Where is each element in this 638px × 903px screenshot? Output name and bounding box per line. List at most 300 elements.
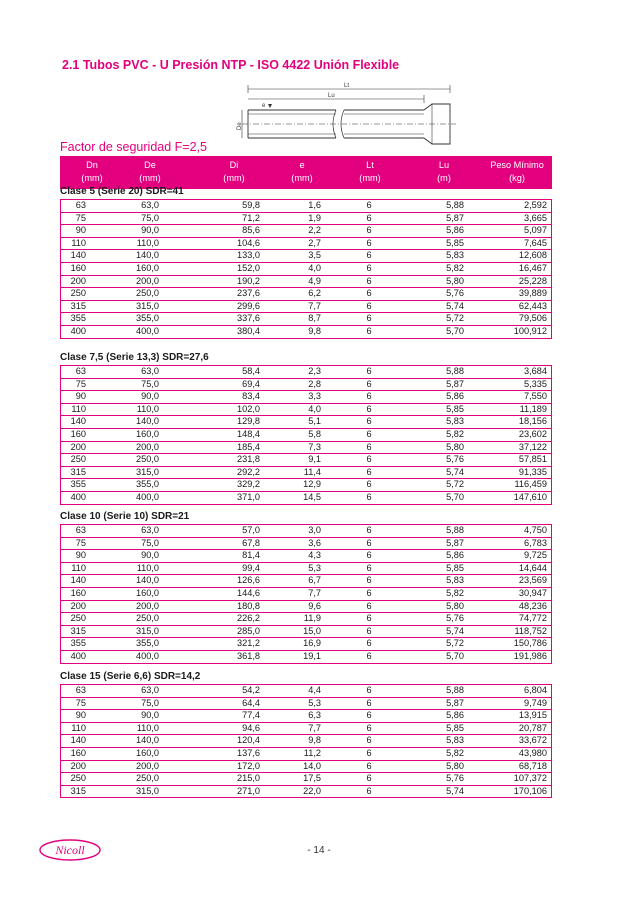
- table-cell: 91,335: [518, 466, 547, 477]
- table-row: [61, 747, 551, 760]
- table-cell: 355: [70, 313, 86, 324]
- table-cell: 140,0: [136, 575, 159, 586]
- table-cell: 5,86: [446, 550, 464, 561]
- table-row: [61, 275, 551, 288]
- table-cell: 200: [70, 441, 86, 452]
- table-row: [61, 200, 551, 212]
- table-cell: 14,644: [518, 562, 547, 573]
- table-cell: 315: [70, 625, 86, 636]
- table-row: [61, 312, 551, 325]
- table-row: [61, 325, 551, 338]
- table-cell: 6: [366, 391, 372, 402]
- table-cell: 329,2: [237, 479, 260, 490]
- table-cell: 5,72: [446, 313, 464, 324]
- table-cell: 6: [366, 313, 372, 324]
- table-cell: 2,2: [308, 225, 321, 236]
- table-cell: 4,9: [308, 275, 321, 286]
- table-cell: 102,0: [237, 403, 260, 414]
- table-cell: 5,80: [446, 600, 464, 611]
- table-row: [61, 760, 551, 773]
- table-row: [61, 709, 551, 722]
- table-cell: 6,2: [308, 288, 321, 299]
- table-cell: 250: [70, 613, 86, 624]
- table-cell: 90: [75, 550, 86, 561]
- table-cell: 6: [366, 638, 372, 649]
- table-cell: 2,592: [524, 200, 547, 210]
- table-cell: 9,725: [524, 550, 547, 561]
- section-3: [60, 510, 552, 664]
- table-cell: 57,851: [518, 454, 547, 465]
- table-cell: 6: [366, 300, 372, 311]
- table-cell: 371,0: [237, 491, 260, 502]
- table-cell: 18,156: [518, 416, 547, 427]
- table-cell: 83,4: [242, 391, 260, 402]
- table-cell: 11,9: [303, 613, 321, 624]
- table-cell: 7,7: [308, 722, 321, 733]
- table-cell: 200,0: [136, 275, 159, 286]
- table-cell: 25,228: [518, 275, 547, 286]
- table-cell: 6: [366, 710, 372, 721]
- table-cell: 315: [70, 785, 86, 796]
- safety-factor: Factor de seguridad F=2,5: [60, 140, 207, 154]
- table-cell: 22,0: [303, 785, 321, 796]
- table-cell: 90,0: [141, 225, 159, 236]
- table-cell: 170,106: [513, 785, 547, 796]
- table-cell: 190,2: [237, 275, 260, 286]
- table-cell: 6: [366, 587, 372, 598]
- table-cell: 271,0: [237, 785, 260, 796]
- table-cell: 140,0: [136, 735, 159, 746]
- table-cell: 9,8: [308, 735, 321, 746]
- table-cell: 200,0: [136, 600, 159, 611]
- table-row: [61, 262, 551, 275]
- table-cell: 110,0: [136, 722, 159, 733]
- table-cell: 172,0: [237, 760, 260, 771]
- table-cell: 160: [70, 262, 86, 273]
- table-cell: 148,4: [237, 428, 260, 439]
- table-cell: 5,85: [446, 562, 464, 573]
- table-cell: 57,0: [242, 525, 260, 535]
- table-cell: 250,0: [136, 613, 159, 624]
- table-cell: 23,602: [518, 428, 547, 439]
- table-cell: 250,0: [136, 288, 159, 299]
- table-cell: 75,0: [141, 537, 159, 548]
- table-cell: 6: [366, 466, 372, 477]
- table-cell: 6: [366, 275, 372, 286]
- table-cell: 5,86: [446, 710, 464, 721]
- table-cell: 355: [70, 479, 86, 490]
- table-cell: 68,718: [518, 760, 547, 771]
- table-cell: 9,749: [524, 697, 547, 708]
- table-cell: 5,88: [446, 685, 464, 695]
- table-cell: 110: [71, 403, 86, 414]
- table-row: [61, 403, 551, 416]
- table-cell: 6: [366, 441, 372, 452]
- table-cell: 6: [366, 575, 372, 586]
- table-cell: 1,6: [308, 200, 321, 210]
- table-cell: 5,87: [446, 697, 464, 708]
- table-row: [61, 212, 551, 225]
- table-cell: 5,86: [446, 391, 464, 402]
- table-cell: 4,3: [308, 550, 321, 561]
- table-cell: 400: [70, 650, 86, 661]
- table-cell: 11,2: [303, 747, 321, 758]
- table-cell: 5,83: [446, 575, 464, 586]
- table-cell: 140: [70, 250, 86, 261]
- table-cell: 237,6: [237, 288, 260, 299]
- table-cell: 160,0: [136, 262, 159, 273]
- table-cell: 75: [75, 212, 86, 223]
- table-row: [61, 390, 551, 403]
- table-cell: 6: [366, 416, 372, 427]
- table-cell: 400,0: [136, 325, 159, 336]
- table-cell: 30,947: [518, 587, 547, 598]
- table-cell: 200,0: [136, 760, 159, 771]
- section-1: [60, 185, 552, 339]
- table-cell: 37,122: [518, 441, 547, 452]
- table-cell: 110,0: [136, 403, 159, 414]
- table-cell: 5,70: [446, 325, 464, 336]
- table-cell: 5,82: [446, 428, 464, 439]
- table-cell: 71,2: [242, 212, 260, 223]
- table-cell: 5,88: [446, 525, 464, 535]
- table-cell: 90: [75, 225, 86, 236]
- table-cell: 4,750: [524, 525, 547, 535]
- table-cell: 285,0: [237, 625, 260, 636]
- table-cell: 12,608: [518, 250, 547, 261]
- table-row: [61, 237, 551, 250]
- header-lu: Lu (m): [437, 160, 451, 183]
- table-cell: 250: [70, 288, 86, 299]
- table-cell: 2,8: [308, 378, 321, 389]
- table-cell: 15,0: [303, 625, 321, 636]
- table-cell: 2,7: [308, 237, 321, 248]
- table-cell: 380,4: [237, 325, 260, 336]
- table-cell: 5,70: [446, 491, 464, 502]
- table-cell: 6: [366, 697, 372, 708]
- table-cell: 64,4: [242, 697, 260, 708]
- lt-label: Lt: [344, 83, 350, 89]
- table-cell: 3,0: [308, 525, 321, 535]
- table-cell: 110: [71, 722, 86, 733]
- table-cell: 5,83: [446, 416, 464, 427]
- table-cell: 107,372: [513, 773, 547, 784]
- data-table: [60, 365, 552, 505]
- table-cell: 5,85: [446, 722, 464, 733]
- table-cell: 140: [70, 416, 86, 427]
- table-cell: 5,76: [446, 613, 464, 624]
- table-cell: 5,335: [524, 378, 547, 389]
- table-cell: 6: [366, 366, 372, 376]
- table-cell: 12,9: [303, 479, 321, 490]
- table-cell: 2,3: [308, 366, 321, 376]
- table-cell: 110,0: [136, 237, 159, 248]
- table-cell: 160,0: [136, 747, 159, 758]
- table-cell: 75,0: [141, 378, 159, 389]
- table-cell: 63,0: [141, 366, 159, 376]
- table-cell: 6: [366, 625, 372, 636]
- table-cell: 6: [366, 650, 372, 661]
- data-table: [60, 199, 552, 339]
- table-cell: 6: [366, 685, 372, 695]
- table-cell: 11,189: [519, 403, 547, 414]
- table-cell: 5,72: [446, 638, 464, 649]
- table-cell: 400,0: [136, 650, 159, 661]
- table-cell: 180,8: [237, 600, 260, 611]
- table-cell: 5,82: [446, 262, 464, 273]
- table-cell: 140: [70, 575, 86, 586]
- table-row: [61, 537, 551, 550]
- table-row: [61, 722, 551, 735]
- table-cell: 90,0: [141, 391, 159, 402]
- table-cell: 250,0: [136, 454, 159, 465]
- table-cell: 355,0: [136, 313, 159, 324]
- table-cell: 54,2: [242, 685, 260, 695]
- header-de: De (mm): [139, 160, 161, 183]
- table-cell: 116,459: [514, 479, 547, 490]
- table-cell: 6: [366, 428, 372, 439]
- table-cell: 5,3: [308, 562, 321, 573]
- table-cell: 140,0: [136, 250, 159, 261]
- table-cell: 75: [75, 697, 86, 708]
- table-cell: 144,6: [237, 587, 260, 598]
- table-cell: 140,0: [136, 416, 159, 427]
- table-cell: 9,1: [308, 454, 321, 465]
- table-cell: 6,7: [308, 575, 321, 586]
- table-cell: 6: [366, 378, 372, 389]
- table-cell: 185,4: [237, 441, 260, 452]
- table-cell: 147,610: [513, 491, 547, 502]
- table-cell: 292,2: [237, 466, 260, 477]
- table-cell: 5,85: [446, 403, 464, 414]
- table-cell: 5,76: [446, 773, 464, 784]
- table-cell: 19,1: [303, 650, 321, 661]
- table-cell: 5,74: [446, 785, 464, 796]
- table-cell: 160: [70, 428, 86, 439]
- table-cell: 137,6: [237, 747, 260, 758]
- table-cell: 355,0: [136, 638, 159, 649]
- header-lt: Lt (mm): [359, 160, 381, 183]
- table-cell: 6: [366, 537, 372, 548]
- table-cell: 63: [75, 200, 86, 210]
- table-cell: 6: [366, 613, 372, 624]
- table-cell: 355,0: [136, 479, 159, 490]
- section-title: Clase 7,5 (Serie 13,3) SDR=27,6: [60, 352, 209, 363]
- table-row: [61, 525, 551, 537]
- table-row: [61, 415, 551, 428]
- table-cell: 63,0: [141, 685, 159, 695]
- table-cell: 160,0: [136, 587, 159, 598]
- table-row: [61, 600, 551, 613]
- table-cell: 6: [366, 773, 372, 784]
- table-cell: 231,8: [237, 454, 260, 465]
- table-row: [61, 378, 551, 391]
- table-cell: 6: [366, 735, 372, 746]
- table-cell: 6: [366, 785, 372, 796]
- table-cell: 200,0: [136, 441, 159, 452]
- table-cell: 215,0: [237, 773, 260, 784]
- table-cell: 5,80: [446, 760, 464, 771]
- table-cell: 6: [366, 200, 372, 210]
- table-cell: 6: [366, 250, 372, 261]
- table-cell: 62,443: [518, 300, 547, 311]
- table-cell: 63: [75, 366, 86, 376]
- table-cell: 5,74: [446, 625, 464, 636]
- table-cell: 6: [366, 562, 372, 573]
- table-cell: 5,87: [446, 212, 464, 223]
- table-cell: 6: [366, 288, 372, 299]
- table-cell: 5,86: [446, 225, 464, 236]
- table-cell: 5,74: [446, 300, 464, 311]
- table-cell: 7,7: [308, 587, 321, 598]
- table-cell: 16,467: [518, 262, 547, 273]
- table-cell: 5,1: [308, 416, 321, 427]
- table-cell: 3,6: [308, 537, 321, 548]
- table-row: [61, 478, 551, 491]
- e-label: e: [262, 103, 266, 109]
- table-cell: 129,8: [237, 416, 260, 427]
- table-cell: 77,4: [242, 710, 260, 721]
- table-cell: 5,88: [446, 366, 464, 376]
- table-cell: 14,0: [303, 760, 321, 771]
- table-cell: 63,0: [141, 200, 159, 210]
- table-cell: 63: [75, 685, 86, 695]
- table-cell: 5,80: [446, 275, 464, 286]
- table-row: [61, 287, 551, 300]
- table-cell: 90,0: [141, 710, 159, 721]
- table-cell: 6: [366, 600, 372, 611]
- table-cell: 6: [366, 760, 372, 771]
- table-cell: 7,7: [308, 300, 321, 311]
- table-cell: 4,4: [308, 685, 321, 695]
- table-cell: 81,4: [242, 550, 260, 561]
- table-cell: 5,74: [446, 466, 464, 477]
- table-row: [61, 772, 551, 785]
- table-cell: 150,786: [513, 638, 547, 649]
- table-cell: 43,980: [518, 747, 547, 758]
- table-cell: 226,2: [237, 613, 260, 624]
- table-cell: 400: [70, 325, 86, 336]
- table-row: [61, 785, 551, 798]
- table-cell: 11,4: [303, 466, 321, 477]
- table-cell: 104,6: [237, 237, 260, 248]
- table-cell: 315,0: [136, 625, 159, 636]
- table-cell: 5,87: [446, 537, 464, 548]
- table-cell: 90: [75, 391, 86, 402]
- table-cell: 152,0: [237, 262, 260, 273]
- table-cell: 5,097: [524, 225, 547, 236]
- table-cell: 13,915: [518, 710, 547, 721]
- table-cell: 6: [366, 212, 372, 223]
- table-cell: 63,0: [141, 525, 159, 535]
- table-row: [61, 249, 551, 262]
- table-cell: 75: [75, 537, 86, 548]
- table-cell: 160: [70, 587, 86, 598]
- table-cell: 315: [70, 466, 86, 477]
- table-cell: 14,5: [303, 491, 321, 502]
- table-cell: 110: [71, 562, 86, 573]
- table-cell: 23,569: [518, 575, 547, 586]
- table-cell: 20,787: [518, 722, 547, 733]
- table-cell: 75,0: [141, 212, 159, 223]
- table-cell: 67,8: [242, 537, 260, 548]
- table-row: [61, 697, 551, 710]
- data-table: [60, 684, 552, 798]
- table-cell: 6,3: [308, 710, 321, 721]
- section-title: Clase 15 (Serie 6,6) SDR=14,2: [60, 671, 201, 682]
- table-cell: 110,0: [136, 562, 159, 573]
- table-row: [61, 428, 551, 441]
- table-cell: 90,0: [141, 550, 159, 561]
- table-cell: 58,4: [242, 366, 260, 376]
- de-label: De: [237, 122, 243, 130]
- section-title: Clase 5 (Serie 20) SDR=41: [60, 186, 184, 197]
- table-cell: 120,4: [237, 735, 260, 746]
- table-cell: 6: [366, 491, 372, 502]
- table-row: [61, 587, 551, 600]
- table-cell: 9,6: [308, 600, 321, 611]
- table-cell: 321,2: [237, 638, 260, 649]
- table-cell: 6,783: [524, 537, 547, 548]
- table-row: [61, 637, 551, 650]
- table-cell: 5,8: [308, 428, 321, 439]
- header-di: Di (mm): [223, 160, 245, 183]
- table-row: [61, 612, 551, 625]
- table-cell: 5,72: [446, 479, 464, 490]
- section-4: [60, 670, 552, 798]
- table-cell: 5,76: [446, 288, 464, 299]
- page-number: - 14 -: [307, 845, 331, 856]
- table-cell: 400: [70, 491, 86, 502]
- header-dn: Dn (mm): [81, 160, 103, 183]
- table-cell: 5,80: [446, 441, 464, 452]
- table-cell: 8,7: [308, 313, 321, 324]
- table-cell: 6: [366, 525, 372, 535]
- table-cell: 59,8: [242, 200, 260, 210]
- table-cell: 3,5: [308, 250, 321, 261]
- table-cell: 1,9: [308, 212, 321, 223]
- table-cell: 5,76: [446, 454, 464, 465]
- table-cell: 4,0: [308, 262, 321, 273]
- table-cell: 6: [366, 550, 372, 561]
- table-cell: 5,82: [446, 587, 464, 598]
- table-row: [61, 734, 551, 747]
- table-cell: 33,672: [518, 735, 547, 746]
- table-cell: 118,752: [514, 625, 547, 636]
- table-cell: 200: [70, 760, 86, 771]
- header-peso: Peso Mínimo (kg): [490, 160, 544, 183]
- table-cell: 5,83: [446, 250, 464, 261]
- table-cell: 75,0: [141, 697, 159, 708]
- table-cell: 6: [366, 225, 372, 236]
- table-cell: 48,236: [518, 600, 547, 611]
- table-row: [61, 625, 551, 638]
- table-cell: 7,645: [524, 237, 547, 248]
- table-row: [61, 366, 551, 378]
- table-cell: 3,665: [524, 212, 547, 223]
- table-row: [61, 650, 551, 663]
- table-cell: 160,0: [136, 428, 159, 439]
- table-cell: 63: [75, 525, 86, 535]
- table-cell: 94,6: [242, 722, 260, 733]
- section-title: Clase 10 (Serie 10) SDR=21: [60, 511, 190, 522]
- page-title: 2.1 Tubos PVC - U Presión NTP - ISO 4422 Unión Flexible: [62, 58, 400, 72]
- table-cell: 99,4: [242, 562, 260, 573]
- table-row: [61, 300, 551, 313]
- table-cell: 6: [366, 479, 372, 490]
- table-cell: 6,804: [524, 685, 547, 695]
- table-cell: 6: [366, 237, 372, 248]
